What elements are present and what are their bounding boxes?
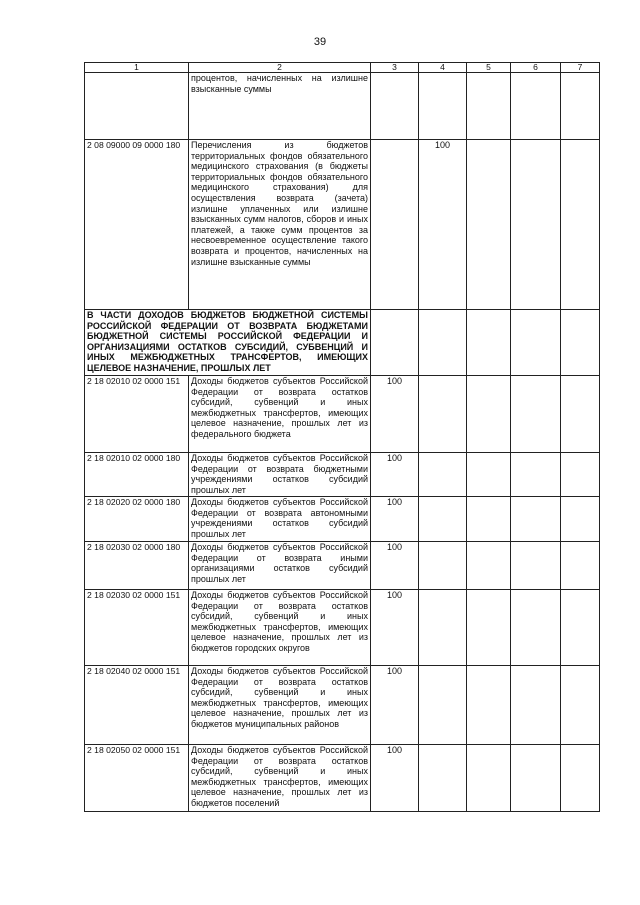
col-header-4: 4 xyxy=(419,63,467,73)
row-description: Доходы бюджетов субъектов Российской Федерации от возврата бюджетными учреждениями остатков субсидий прошлых лет xyxy=(189,453,371,497)
page-number: 39 xyxy=(313,36,327,48)
col-header-5: 5 xyxy=(467,63,511,73)
row-col3: 100 xyxy=(371,590,419,666)
row-description: Доходы бюджетов субъектов Российской Федерации от возврата остатков субсидий, субвенций и иных межбюджетных трансфертов, имеющих целевое назначение, прошлых лет из федерального бюджета xyxy=(189,376,371,453)
row-col4 xyxy=(419,73,467,140)
table-row xyxy=(85,140,600,310)
header-row xyxy=(85,63,600,73)
row-col3: 100 xyxy=(371,376,419,453)
row-col3: 100 xyxy=(371,453,419,497)
col-header-7: 7 xyxy=(561,63,600,73)
row-description: Доходы бюджетов субъектов Российской Федерации от возврата остатков субсидий, субвенций и иных межбюджетных трансфертов, имеющих целевое назначение, прошлых лет из бюджетов поселений xyxy=(189,745,371,812)
row-description: Перечисления из бюджетов территориальных фондов обязательного медицинского страхования (в бюджеты территориальных фондов обязательного медицинского страхования) для осуществления возврата (зачета) излишне уплаченных или излишне взысканных сумм налогов, сборов и иных платежей, а также сумм процентов за несвоевременное осуществление такого возврата и процентов, начисленных на излишне взысканные суммы xyxy=(189,140,371,310)
table-row xyxy=(85,376,600,453)
row-code: 2 18 02010 02 0000 151 xyxy=(85,376,189,453)
row-description: Доходы бюджетов субъектов Российской Федерации от возврата автономными учреждениями остатков субсидий прошлых лет xyxy=(189,497,371,542)
row-col3: 100 xyxy=(371,666,419,745)
row-code: 2 08 09000 09 0000 180 xyxy=(85,140,189,310)
row-description: Доходы бюджетов субъектов Российской Федерации от возврата остатков субсидий, субвенций и иных межбюджетных трансфертов, имеющих целевое назначение, прошлых лет из бюджетов городских округов xyxy=(189,590,371,666)
row-code xyxy=(85,73,189,140)
revenue-table xyxy=(84,62,600,812)
row-code: 2 18 02010 02 0000 180 xyxy=(85,453,189,497)
row-code: 2 18 02020 02 0000 180 xyxy=(85,497,189,542)
row-code: 2 18 02040 02 0000 151 xyxy=(85,666,189,745)
row-description: Доходы бюджетов субъектов Российской Федерации от возврата иными организациями остатков субсидий прошлых лет xyxy=(189,542,371,590)
table-row xyxy=(85,73,600,140)
row-code: 2 18 02050 02 0000 151 xyxy=(85,745,189,812)
row-description: процентов, начисленных на излишне взысканные суммы xyxy=(189,73,371,140)
table-row xyxy=(85,666,600,745)
section-title: В ЧАСТИ ДОХОДОВ БЮДЖЕТОВ БЮДЖЕТНОЙ СИСТЕМЫ РОССИЙСКОЙ ФЕДЕРАЦИИ ОТ ВОЗВРАТА БЮДЖЕТАМИ БЮДЖЕТНОЙ СИСТЕМЫ РОССИЙСКОЙ ФЕДЕРАЦИИ И ОРГАНИЗАЦИЯМИ ОСТАТКОВ СУБСИДИЙ, СУБВЕНЦИЙ И ИНЫХ МЕЖБЮДЖЕТНЫХ ТРАНСФЕРТОВ, ИМЕЮЩИХ ЦЕЛЕВОЕ НАЗНАЧЕНИЕ, ПРОШЛЫХ ЛЕТ xyxy=(85,310,371,376)
table-row xyxy=(85,497,600,542)
col-header-6: 6 xyxy=(511,63,561,73)
row-col3: 100 xyxy=(371,497,419,542)
row-col3 xyxy=(371,73,419,140)
table-row xyxy=(85,590,600,666)
row-col4: 100 xyxy=(419,140,467,310)
table-row xyxy=(85,453,600,497)
row-code: 2 18 02030 02 0000 180 xyxy=(85,542,189,590)
row-col3: 100 xyxy=(371,542,419,590)
section-row xyxy=(85,310,600,376)
row-description: Доходы бюджетов субъектов Российской Федерации от возврата остатков субсидий, субвенций и иных межбюджетных трансфертов, имеющих целевое назначение, прошлых лет из бюджетов муниципальных районов xyxy=(189,666,371,745)
table-row xyxy=(85,542,600,590)
table-row xyxy=(85,745,600,812)
row-col3 xyxy=(371,140,419,310)
col-header-1: 1 xyxy=(85,63,189,73)
row-code: 2 18 02030 02 0000 151 xyxy=(85,590,189,666)
col-header-2: 2 xyxy=(189,63,371,73)
col-header-3: 3 xyxy=(371,63,419,73)
row-col3: 100 xyxy=(371,745,419,812)
